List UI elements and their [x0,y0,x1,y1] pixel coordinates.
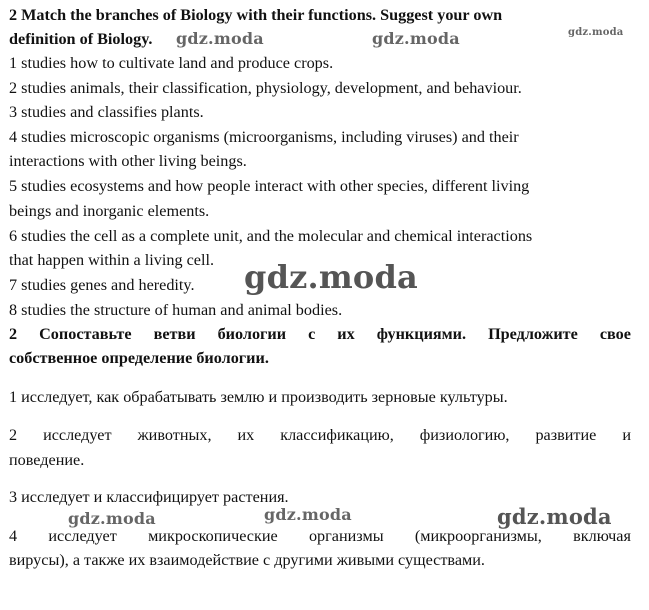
word: 4 [9,527,18,545]
word: ветви [153,325,196,343]
russian-item-2-line-1 [9,425,631,445]
english-item-5-line-1: 5 studies ecosystems and how people interact with other species, different living [9,177,530,195]
word: организмы [308,527,384,545]
word: физиологию, [419,426,510,444]
word: свое [599,325,631,343]
word: Предложите [488,325,578,343]
word: (микроорганизмы, [414,527,542,545]
word: включая [573,527,631,545]
russian-heading-line-1 [9,324,631,344]
word: исследует [43,426,112,444]
english-item-8: 8 studies the structure of human and animal bodies. [9,301,343,319]
word: животных, [137,426,212,444]
word: функциями. [376,325,467,343]
word: микроскопические [148,527,278,545]
watermark: gdz.moda [244,258,418,296]
english-item-7: 7 studies genes and heredity. [9,276,195,294]
word: биологии [217,325,287,343]
word: Сопоставьте [39,325,132,343]
english-item-6-line-1: 6 studies the cell as a complete unit, and the molecular and chemical interactions [9,227,533,245]
russian-item-4-line-1 [9,526,631,546]
watermark: gdz.moda [568,27,624,38]
word: и [622,426,631,444]
english-item-4-line-1: 4 studies microscopic organisms (microorganisms, including viruses) and their [9,128,519,146]
word: их [337,325,355,343]
english-item-3: 3 studies and classifies plants. [9,103,204,121]
english-item-1: 1 studies how to cultivate land and produce crops. [9,54,334,72]
english-heading-line-1: 2 Match the branches of Biology with their functions. Suggest your own [9,6,503,24]
word: с [308,325,316,343]
word: исследует [48,527,117,545]
english-heading-line-2: definition of Biology. [9,30,153,48]
word: 2 [9,426,18,444]
russian-item-3: 3 исследует и классифицирует растения. [9,488,289,506]
watermark: gdz.moda [264,505,352,524]
russian-item-2-line-2: поведение. [9,451,85,469]
english-item-4-line-2: interactions with other living beings. [9,152,247,170]
russian-item-4-line-2: вирусы), а также их взаимодействие с другими живыми существами. [9,551,485,569]
russian-item-1: 1 исследует, как обрабатывать землю и производить зерновые культуры. [9,388,508,406]
watermark: gdz.moda [68,509,156,528]
english-item-2: 2 studies animals, their classification, physiology, development, and behaviour. [9,79,522,97]
word: классификацию, [280,426,394,444]
word: их [237,426,255,444]
watermark: gdz.moda [497,504,612,529]
english-item-5-line-2: beings and inorganic elements. [9,202,210,220]
watermark: gdz.moda [372,29,460,48]
word: 2 [9,325,18,343]
english-item-6-line-2: that happen within a living cell. [9,251,214,269]
watermark: gdz.moda [176,29,264,48]
russian-heading-line-2: собственное определение биологии. [9,349,269,367]
word: развитие [535,426,597,444]
